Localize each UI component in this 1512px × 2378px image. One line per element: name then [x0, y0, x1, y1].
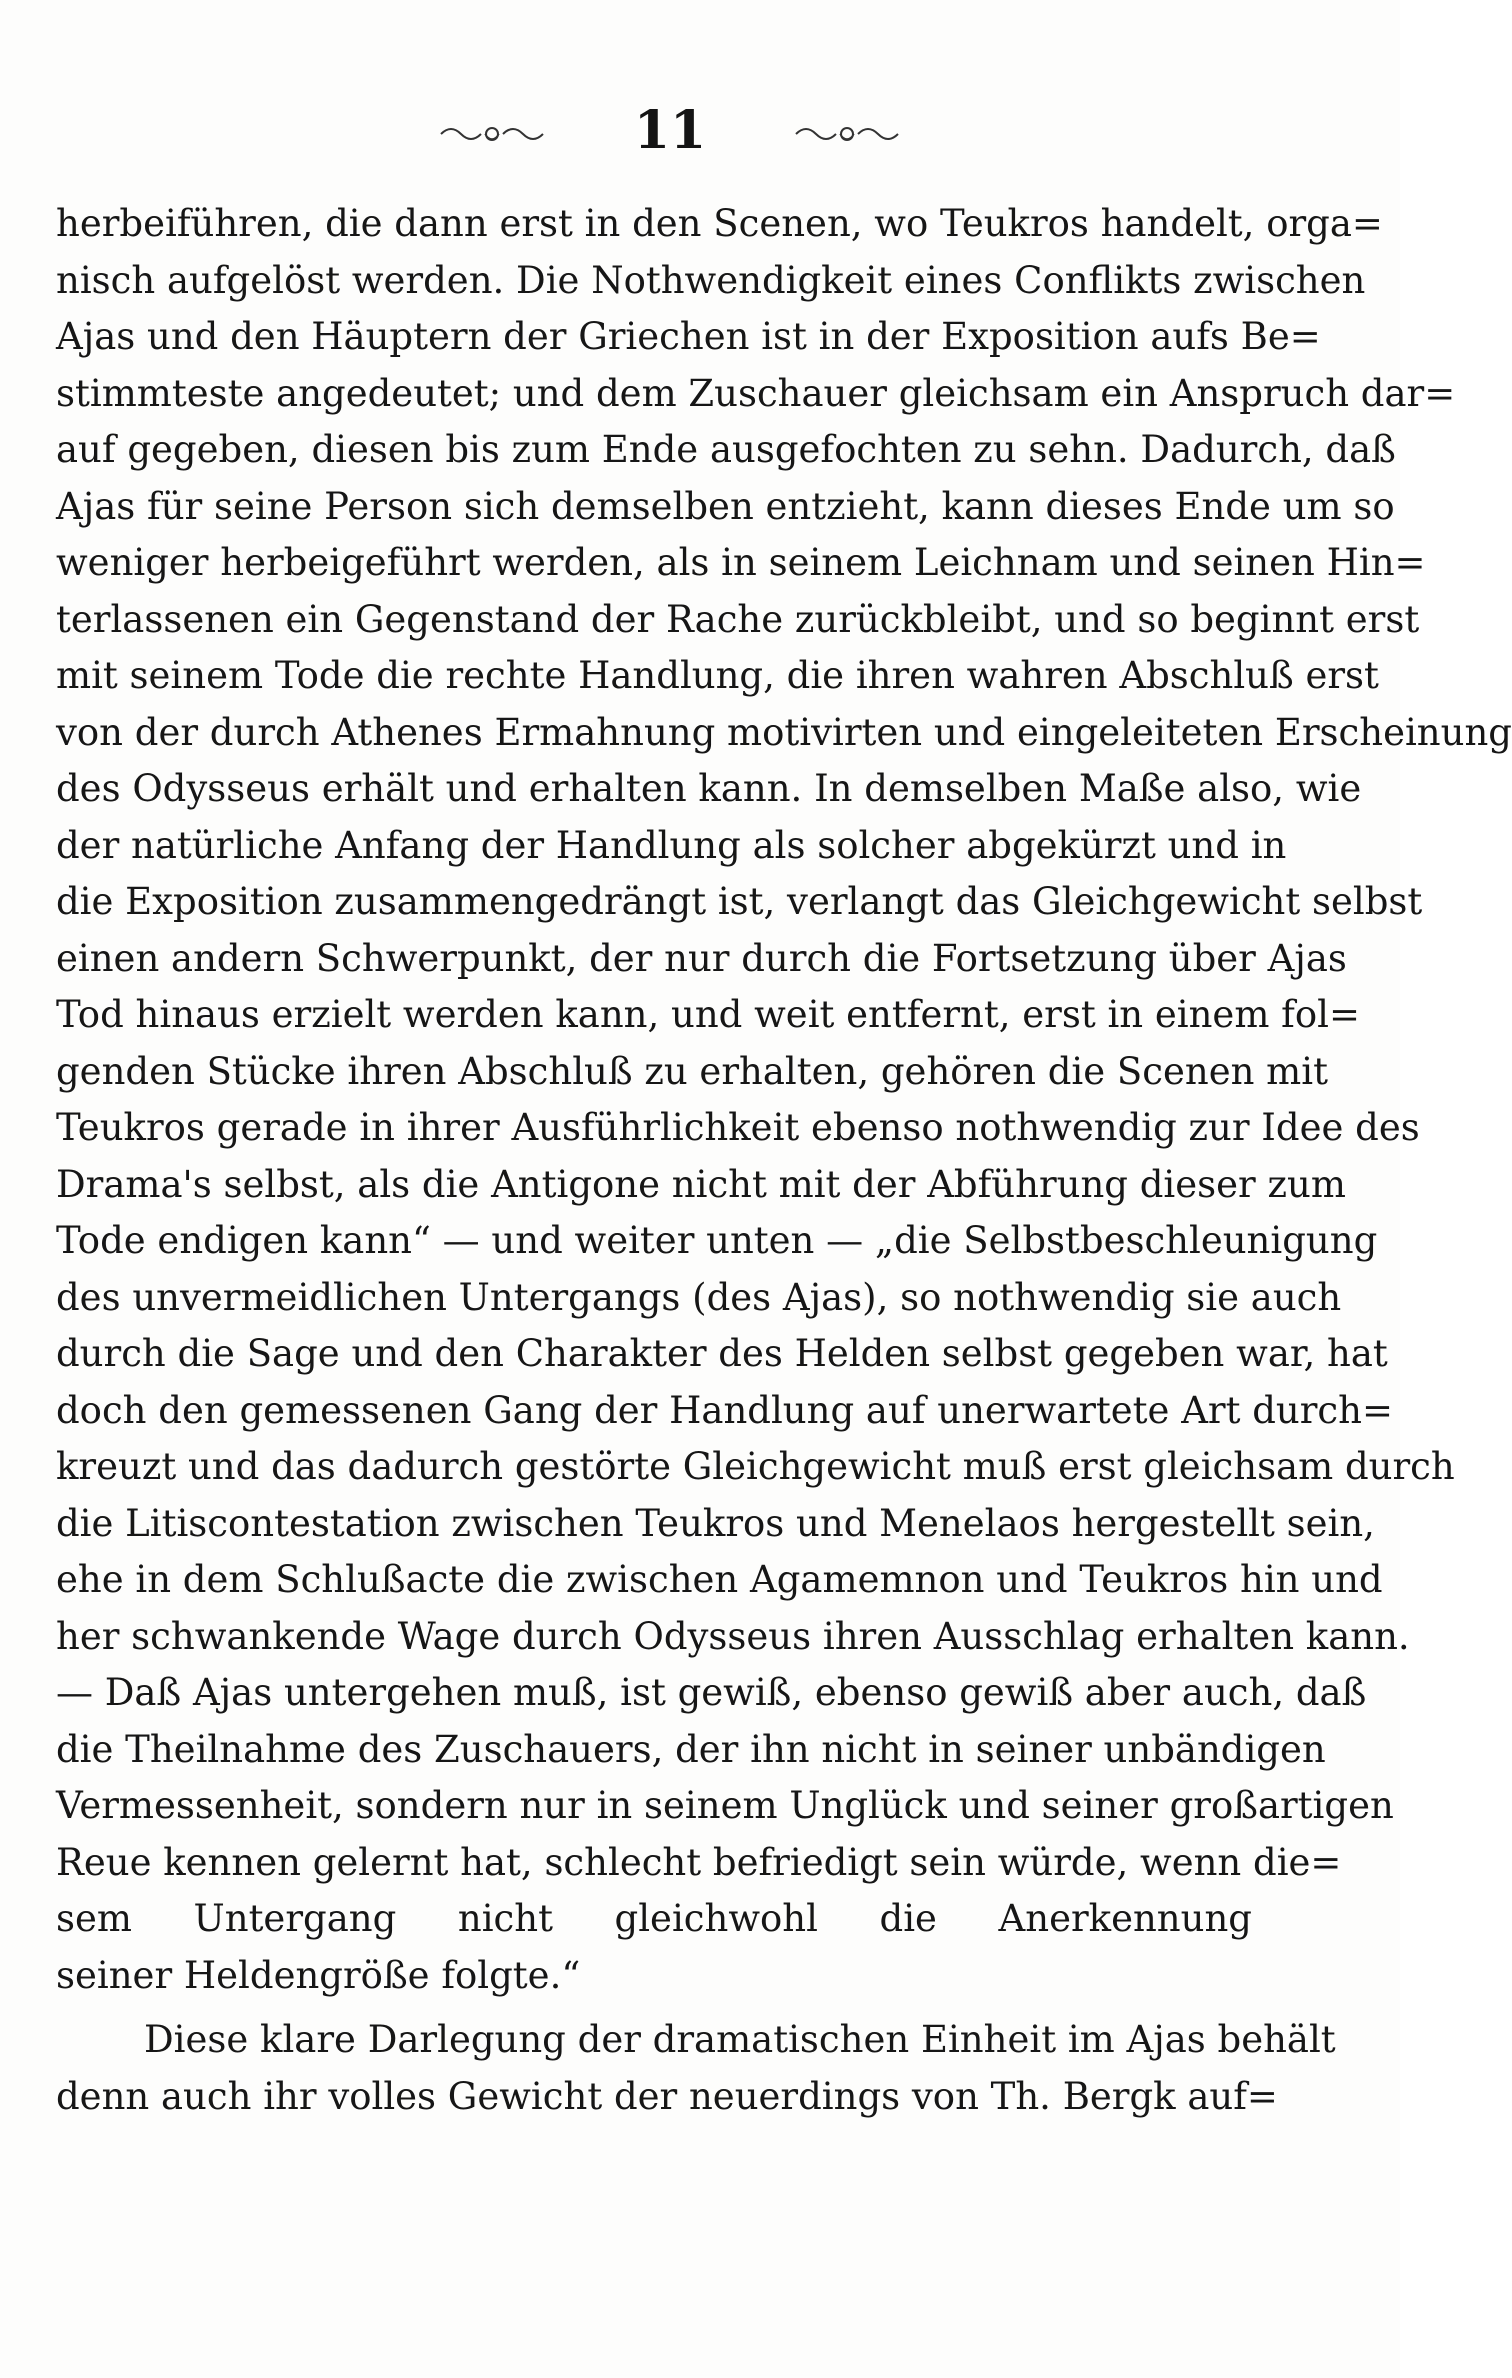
text-line: stimmteste angedeutet; und dem Zuschauer gleichsam ein Anspruch dar= — [56, 371, 1456, 415]
text-line: Tod hinaus erzielt werden kann, und weit entfernt, erst in einem fol= — [56, 993, 1360, 1036]
text-line: Tode endigen kann“ — und weiter unten — „die Selbstbeschleunigung — [56, 1219, 1378, 1262]
paragraph-first-line: Diese klare Darlegung der dramatischen Einheit im Ajas behält — [144, 2018, 1336, 2061]
page-header — [0, 96, 1400, 176]
text-line: auf gegeben, diesen bis zum Ende ausgefochten zu sehn. Dadurch, daß — [56, 428, 1396, 471]
flourish-ornament-icon — [792, 120, 902, 148]
text-line: des unvermeidlichen Untergangs (des Ajas), so nothwendig sie auch — [56, 1275, 1342, 1319]
text-line: genden Stücke ihren Abschluß zu erhalten, gehören die Scenen mit — [56, 1049, 1328, 1093]
text-line: Vermessenheit, sondern nur in seinem Unglück und seiner großartigen — [56, 1784, 1394, 1827]
text-line: die Exposition zusammengedrängt ist, verlangt das Gleichgewicht selbst — [56, 880, 1423, 923]
text-line: Ajas für seine Person sich demselben entzieht, kann dieses Ende um so — [56, 484, 1395, 528]
text-line: Ajas und den Häuptern der Griechen ist in der Exposition aufs Be= — [56, 315, 1321, 358]
text-line: Teukros gerade in ihrer Ausführlichkeit ebenso nothwendig zur Idee des — [56, 1106, 1420, 1149]
text-line: kreuzt und das dadurch gestörte Gleichgewicht muß erst gleichsam durch — [56, 1445, 1455, 1488]
text-line: doch den gemessenen Gang der Handlung auf unerwartete Art durch= — [56, 1388, 1393, 1432]
text-line: — Daß Ajas untergehen muß, ist gewiß, ebenso gewiß aber auch, daß — [56, 1671, 1367, 1714]
flourish-ornament-icon — [437, 120, 547, 148]
text-line: einen andern Schwerpunkt, der nur durch die Fortsetzung über Ajas — [56, 936, 1347, 980]
text-line: nisch aufgelöst werden. Die Nothwendigkeit eines Conflikts zwischen — [56, 258, 1366, 302]
text-line: her schwankende Wage durch Odysseus ihren Ausschlag erhalten kann. — [56, 1614, 1410, 1658]
text-line: der natürliche Anfang der Handlung als solcher abgekürzt und in — [56, 823, 1287, 867]
text-line: sem Untergang nicht gleichwohl die Anerkennung — [56, 1897, 1252, 1940]
text-line: Drama's selbst, als die Antigone nicht mit der Abführung dieser zum — [56, 1162, 1346, 1206]
text-line: von der durch Athenes Ermahnung motivirten und eingeleiteten Erscheinung — [56, 710, 1512, 754]
text-line: ehe in dem Schlußacte die zwischen Agamemnon und Teukros hin und — [56, 1558, 1383, 1601]
text-line: die Litiscontestation zwischen Teukros und Menelaos hergestellt sein, — [56, 1501, 1375, 1545]
text-line: weniger herbeigeführt werden, als in seinem Leichnam und seinen Hin= — [56, 541, 1426, 584]
body-text — [56, 196, 1512, 2125]
text-line: denn auch ihr volles Gewicht der neuerdings von Th. Bergk auf= — [56, 2074, 1278, 2118]
text-line: seiner Heldengröße folgte.“ — [56, 1953, 581, 1997]
text-line: terlassenen ein Gegenstand der Rache zurückbleibt, und so beginnt erst — [56, 597, 1420, 641]
text-line: mit seinem Tode die rechte Handlung, die ihren wahren Abschluß erst — [56, 654, 1379, 697]
text-line: Reue kennen gelernt hat, schlecht befriedigt sein würde, wenn die= — [56, 1840, 1342, 1884]
text-line: durch die Sage und den Charakter des Helden selbst gegeben war, hat — [56, 1332, 1388, 1375]
text-line: des Odysseus erhält und erhalten kann. In demselben Maße also, wie — [56, 767, 1362, 810]
page-number: 11 — [633, 100, 707, 161]
text-line: die Theilnahme des Zuschauers, der ihn nicht in seiner unbändigen — [56, 1727, 1326, 1771]
text-line: herbeiführen, die dann erst in den Scenen, wo Teukros handelt, orga= — [56, 202, 1383, 245]
